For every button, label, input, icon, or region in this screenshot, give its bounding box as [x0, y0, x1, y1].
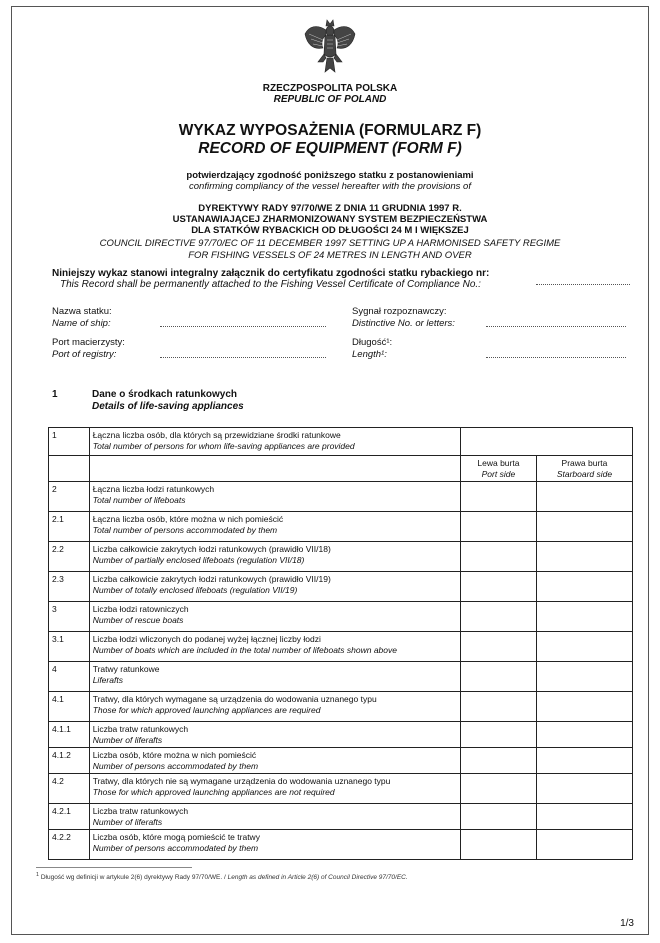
polish-eagle-emblem-icon [303, 18, 357, 76]
row-description-pl: Łączna liczba osób, które można w nich pomieścić [92, 514, 284, 524]
starboard-side-value-cell[interactable] [536, 692, 632, 722]
row-number: 4.1.2 [49, 748, 90, 774]
row-description [89, 774, 460, 804]
port-side-value-cell[interactable] [460, 774, 536, 804]
length-label-en: Length¹: [352, 348, 387, 360]
length-label [352, 337, 392, 360]
port-side-value-cell[interactable] [460, 722, 536, 748]
row-description-pl: Liczba całkowicie zakrytych łodzi ratunkowych (prawidło VII/18) [92, 544, 331, 554]
row-number: 4 [49, 662, 90, 692]
section-number: 1 [52, 389, 58, 400]
starboard-side-value-cell[interactable] [536, 722, 632, 748]
row-description [89, 662, 460, 692]
footnote-marker: 1 [36, 872, 40, 878]
table-header-row [49, 456, 633, 482]
row-description [89, 512, 460, 542]
row-number: 4.2 [49, 774, 90, 804]
footnote-pl: Długość wg definicji w artykule 2(6) dyrektywy Rady 97/70/WE. [40, 874, 223, 882]
ship-name-label-en: Name of ship: [52, 317, 111, 329]
port-label-en: Port of registry: [52, 348, 117, 360]
life-saving-appliances-table [48, 427, 633, 860]
ship-name-label-pl: Nazwa statku: [52, 306, 112, 317]
port-label-pl: Port macierzysty: [52, 337, 125, 348]
footnote-separator [36, 867, 192, 868]
starboard-side-value-cell[interactable] [536, 482, 632, 512]
signal-label-pl: Sygnał rozpoznawczy: [352, 306, 447, 317]
ship-name-field[interactable] [160, 326, 326, 327]
starboard-side-value-cell[interactable] [536, 572, 632, 602]
row-description-en: Total number of lifeboats [92, 494, 186, 505]
subtitle-en: confirming compliancy of the vessel hereafter with the provisions of [189, 181, 471, 192]
document-title [0, 122, 660, 158]
row-description-pl: Liczba tratw ratunkowych [92, 724, 189, 734]
table-row [49, 692, 633, 722]
row-number: 2.2 [49, 542, 90, 572]
row-description [89, 482, 460, 512]
row-number: 2 [49, 482, 90, 512]
table-row [49, 572, 633, 602]
row-description-pl: Liczba łodzi ratowniczych [92, 604, 189, 614]
ship-name-label [52, 306, 112, 329]
row-description [89, 830, 460, 860]
row-number: 1 [49, 428, 90, 456]
title-pl: WYKAZ WYPOSAŻENIA (FORMULARZ F) [178, 122, 482, 139]
table-row [49, 542, 633, 572]
port-side-value-cell[interactable] [460, 512, 536, 542]
row-description [89, 632, 460, 662]
table-row [49, 482, 633, 512]
total-persons-value-cell[interactable] [460, 428, 632, 456]
row-description-pl: Tratwy ratunkowe [92, 664, 160, 674]
starboard-side-value-cell[interactable] [536, 830, 632, 860]
row-description-en: Liferafts [92, 674, 123, 685]
table-row [49, 662, 633, 692]
port-side-value-cell[interactable] [460, 748, 536, 774]
row-number: 4.2.1 [49, 804, 90, 830]
footnote-separator-text: / [222, 874, 228, 882]
row-description-pl: Łączna liczba osób, dla których są przewidziane środki ratunkowe [92, 430, 341, 440]
page-number: 1/3 [620, 918, 634, 929]
row-description [89, 748, 460, 774]
country-name-pl: RZECZPOSPOLITA POLSKA [262, 83, 398, 94]
port-side-value-cell[interactable] [460, 602, 536, 632]
table-row [49, 774, 633, 804]
country-heading [0, 83, 660, 105]
row-number: 4.1 [49, 692, 90, 722]
starboard-side-value-cell[interactable] [536, 662, 632, 692]
row-description-en: Total number of persons for whom life-saving appliances are provided [92, 440, 355, 451]
table-row [49, 830, 633, 860]
table-row [49, 428, 633, 456]
table-row [49, 804, 633, 830]
footnote [36, 872, 408, 881]
row-description-pl: Liczba osób, które mogą pomieścić te tratwy [92, 832, 260, 842]
starboard-side-value-cell[interactable] [536, 804, 632, 830]
row-description-en: Number of totally enclosed lifeboats (regulation VII/19) [92, 584, 298, 595]
starboard-side-value-cell[interactable] [536, 542, 632, 572]
starboard-side-value-cell[interactable] [536, 632, 632, 662]
row-description [89, 692, 460, 722]
row-number: 2.3 [49, 572, 90, 602]
directive-pl-line-1: DYREKTYWY RADY 97/70/WE Z DNIA 11 GRUDNIA 1997 R. [198, 203, 462, 214]
row-description [89, 428, 460, 456]
table-row [49, 602, 633, 632]
certificate-reference-pl: Niniejszy wykaz stanowi integralny załącznik do certyfikatu zgodności statku rybackiego nr: [52, 268, 490, 279]
row-description-pl: Liczba łodzi wliczonych do podanej wyżej łącznej liczby łodzi [92, 634, 321, 644]
row-description-en: Number of rescue boats [92, 614, 184, 625]
row-description [89, 602, 460, 632]
subtitle-pl: potwierdzający zgodność poniższego statku z postanowieniami [186, 170, 474, 181]
port-side-value-cell[interactable] [460, 662, 536, 692]
table-row [49, 512, 633, 542]
title-en: RECORD OF EQUIPMENT (FORM F) [198, 140, 462, 157]
directive-pl-line-2: USTANAWIAJĄCEJ ZHARMONIZOWANY SYSTEM BEZPIECZEŃSTWA [172, 214, 488, 225]
starboard-side-header [536, 456, 632, 482]
row-number: 3.1 [49, 632, 90, 662]
row-description-pl: Tratwy, dla których wymagane są urządzenia do wodowania uznanego typu [92, 694, 377, 704]
row-description-en: Total number of persons accommodated by them [92, 524, 278, 535]
directive-en-line-2: FOR FISHING VESSELS OF 24 METRES IN LENGTH AND OVER [188, 249, 472, 261]
starboard-side-value-cell[interactable] [536, 512, 632, 542]
port-side-value-cell[interactable] [460, 830, 536, 860]
row-description-en: Those for which approved launching appliances are required [92, 704, 321, 715]
port-side-value-cell[interactable] [460, 804, 536, 830]
row-description-en: Number of persons accommodated by them [92, 842, 259, 853]
starboard-side-header-pl: Prawa burta [561, 458, 608, 468]
row-description-en: Number of boats which are included in the total number of lifeboats shown above [92, 644, 397, 655]
row-number: 3 [49, 602, 90, 632]
subtitle [0, 170, 660, 192]
section-title-en: Details of life-saving appliances [92, 401, 244, 412]
certificate-reference [52, 268, 489, 290]
row-description-pl: Łączna liczba łodzi ratunkowych [92, 484, 215, 494]
row-description [89, 572, 460, 602]
empty-cell [89, 456, 460, 482]
table-row [49, 632, 633, 662]
row-description-pl: Liczba całkowicie zakrytych łodzi ratunkowych (prawidło VII/19) [92, 574, 331, 584]
row-description-pl: Liczba tratw ratunkowych [92, 806, 189, 816]
row-number: 4.2.2 [49, 830, 90, 860]
section-title-pl: Dane o środkach ratunkowych [92, 389, 238, 400]
row-number: 4.1.1 [49, 722, 90, 748]
signal-label [352, 306, 455, 329]
footnote-en: Length as defined in Article 2(6) of Council Directive 97/70/EC. [227, 874, 408, 882]
row-description-pl: Liczba osób, które można w nich pomieścić [92, 750, 257, 760]
port-side-value-cell[interactable] [460, 542, 536, 572]
directive-en-line-1: COUNCIL DIRECTIVE 97/70/EC OF 11 DECEMBER 1997 SETTING UP A HARMONISED SAFETY REGIME [99, 238, 561, 249]
certificate-reference-en: This Record shall be permanently attached to the Fishing Vessel Certificate of Compliance No.: [60, 279, 481, 290]
distinctive-number-field[interactable] [486, 326, 626, 327]
port-of-registry-field[interactable] [160, 357, 326, 358]
starboard-side-value-cell[interactable] [536, 602, 632, 632]
port-side-header-en: Port side [481, 468, 516, 479]
port-side-value-cell[interactable] [460, 692, 536, 722]
port-of-registry-label [52, 337, 125, 360]
section-title [92, 389, 244, 413]
signal-label-en: Distinctive No. or letters: [352, 317, 455, 329]
row-description-en: Number of liferafts [92, 734, 163, 745]
directive-pl [0, 203, 660, 236]
port-side-header [460, 456, 536, 482]
row-number: 2.1 [49, 512, 90, 542]
table-row [49, 722, 633, 748]
port-side-value-cell[interactable] [460, 482, 536, 512]
port-side-value-cell[interactable] [460, 572, 536, 602]
length-label-pl: Długość¹: [352, 337, 393, 348]
certificate-number-field[interactable] [536, 284, 630, 285]
row-description-en: Those for which approved launching appliances are not required [92, 786, 335, 797]
directive-pl-line-3: DLA STATKÓW RYBACKICH OD DŁUGOŚCI 24 M I WIĘKSZEJ [191, 225, 469, 236]
port-side-header-pl: Lewa burta [477, 458, 520, 468]
row-description-en: Number of liferafts [92, 816, 163, 827]
port-side-value-cell[interactable] [460, 632, 536, 662]
starboard-side-value-cell[interactable] [536, 774, 632, 804]
empty-cell [49, 456, 90, 482]
country-name-en: REPUBLIC OF POLAND [273, 94, 387, 105]
row-description [89, 804, 460, 830]
directive-en [0, 238, 660, 261]
row-description-en: Number of persons accommodated by them [92, 760, 259, 771]
table-row [49, 748, 633, 774]
starboard-side-header-en: Starboard side [556, 468, 613, 479]
row-description-en: Number of partially enclosed lifeboats (regulation VII/18) [92, 554, 305, 565]
row-description-pl: Tratwy, dla których nie są wymagane urządzenia do wodowania uznanego typu [92, 776, 391, 786]
row-description [89, 722, 460, 748]
row-description [89, 542, 460, 572]
length-field[interactable] [486, 357, 626, 358]
starboard-side-value-cell[interactable] [536, 748, 632, 774]
